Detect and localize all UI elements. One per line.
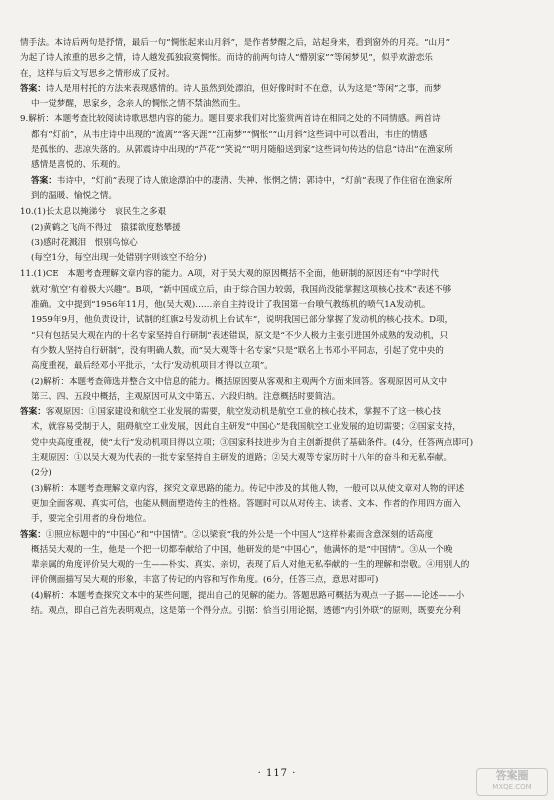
text-line: 9.解析：本题考查比较阅读诗歌思想内容的能力。题目要求我们对比鉴赏两首诗在相同之处的不同情感。两首诗 — [20, 114, 441, 125]
watermark-url: MXQE.COM — [492, 783, 532, 791]
text-line: 结。观点，即自己首先表明观点，这是第一个得分点。引据：恰当引用论据，透德“内引外联”的原则，既要充分利 — [31, 605, 461, 616]
text-line: 感情是喜悦的、乐观的。 — [31, 160, 126, 171]
text-line: 就对‘航空’有着极大兴趣”。B项，“新中国成立后，由于综合国力较弱，我国尚没能掌握这项核心技术”表述不够 — [31, 284, 452, 295]
text-line: (每空1分，每空出现一处错别字则该空不给分) — [31, 253, 207, 264]
text-line: (2)解析：本题考查筛选并整合文中信息的能力。概括原因要从客观和主观两个方面来回答。客观原因可从文中 — [31, 376, 448, 387]
text-line — [20, 405, 534, 420]
text-line — [20, 174, 534, 189]
answer-label: 答案： — [31, 175, 57, 186]
watermark-title: 答案圈 — [495, 769, 529, 782]
text-line: 11.(1)CE 本题考查理解文章内容的能力。A项，对于吴大观的原因概括不全面，他研制的原因还有“中学时代 — [20, 269, 439, 280]
text-line: 10.(1)长太息以掩涕兮 哀民生之多艰 — [20, 207, 167, 218]
text-line: 为起了诗人浓重的思乡之情，诗人越发孤独寂寞惆怅。而诗的前两句诗人“懵别家”“等闲梦见”，似乎欢游恋乐 — [20, 53, 433, 64]
text-line: “只有包括吴大观在内的十名专家坚持自行研制”表述错误，原文是“不少人极力主张引进国外成熟的发动机，只 — [31, 330, 449, 341]
text-line: 情手法。本诗后两句是抒情，最后一句“惆怅起来山月斜”，是作者梦醒之后，站起身来，看到窗外的月亮。“山月” — [20, 38, 451, 48]
text-line — [20, 82, 534, 97]
answer-text: 诗人是用村托的方法来表现感情的。诗人虽然到处漂泊，但好像时时不在意，认为这是“等闲”之事，而梦 — [45, 83, 442, 94]
answer-label: 答案： — [20, 529, 46, 540]
text-line: 党中央高度重视，使“太行”发动机项目得以立项；③国家科技进步为自主创新提供了基础条件。(4分，任答两点即可) — [31, 437, 474, 448]
answer-text: ①照应标题中的“中国心”和“中国情”。②以梁衮“我的外公是一个中国人”这样朴素而含意深刻的话高度 — [45, 529, 434, 540]
text-line: (3)解析：本题考查理解文章内容，探究文章思路的能力。传记中涉及的其他人物，一般可以从使文章对人物的评述 — [31, 483, 465, 494]
text-line: 更加全面客观、真实可信，也能从侧面塑造传主的性格。答题时可以从对传主、读者、文本、作者的作用四方面入 — [31, 498, 461, 509]
text-line: 在，这样与后文写思乡之情形成了反衬。 — [20, 68, 175, 79]
text-line: 手，要完全引用者的身份地位。 — [31, 514, 152, 525]
watermark-logo — [476, 768, 548, 796]
text-line: 都有“灯前”，从韦庄诗中出现的“流离”“客天涯”“江南梦”“惆怅”“山月斜”这些词中可以看出，韦庄的情感 — [31, 129, 428, 140]
answer-text: 客观原因：①国家建设和航空工业发展的需要，航空发动机是航空工业的核心技术，掌握不了这一核心技 — [45, 407, 442, 418]
text-line: 第三、四、五段中概括，主观原因可从文中第五、六段归纳。注意概括时要简洁。 — [31, 391, 341, 402]
text-line: 概括吴大观的一生，他是一个把一切都奉献给了中国，他研发的是“中国心”，他满怀的是“中国情”。③从一个晚 — [31, 544, 453, 555]
answer-label: 答案： — [20, 83, 46, 94]
document-body — [20, 36, 534, 619]
text-line: 辈亲属的角度评价吴大观的一生——朴实、真实、亲切，表现了后人对他无私奉献的一生的理解和崇敬。④用别人的 — [31, 560, 470, 571]
text-line: 有少数人坚持自行研制”，没有明确人数，而“吴大观等十名专家”只是“联名上书邓小平同志，引起了党中央的 — [31, 345, 444, 356]
text-line — [20, 528, 534, 543]
text-line: 准确。文中提到“1956年11月，他(吴大观)……亲自主持设计了我国第一台喷气教练机的喷气1A发动机。 — [31, 300, 431, 311]
text-line: 中一觉梦醒，思家乡，念亲人的惆怅之情不禁油然而生。 — [31, 99, 246, 110]
text-line: (4)解析：本题考查探究文本中的某些问题，提出自己的见解的能力。答题思路可概括为观点一子据——论述——小 — [31, 590, 465, 601]
text-line: 术，就容易受制于人，阻碍航空工业发展，因此自主研发“中国心”是我国航空工业发展的迫切需要；②国家支持， — [31, 422, 461, 433]
text-line: 主观原因：①以吴大观为代表的一批专家坚持自主研发的道路；②吴大观等专家历时十八年的奋斗和无私奉献。 — [31, 453, 453, 464]
answer-text: 韦诗中，“灯前”表现了诗人旅途漂泊中的凄清、失神、怅惘之情；郭诗中，“灯前”表现了作住宿在渔家所 — [56, 175, 453, 186]
text-line: (2分) — [31, 468, 52, 479]
page-number: · 117 · — [257, 768, 297, 779]
text-line: 到的温暖、愉悦之情。 — [31, 190, 117, 201]
text-line: 1959年9月，他负责设计，试制的红旗2号发动机上台试车”，说明我国已部分掌握了发动机的核心技术。D项， — [31, 315, 454, 326]
text-line: (2)黄鹤之飞尚不得过 猿猱欲度愁攀援 — [31, 222, 181, 233]
answer-label: 答案： — [20, 407, 46, 418]
text-line: 是孤怅的、悲凉失落的。从郭震诗中出现的“芦花”“笑说”“明月随船送到家”这些词句传达的信息“诗出”在渔家所 — [31, 145, 453, 156]
text-line: 高度重视，最后经邓小平批示，‘太行’发动机项目才得以立项”。 — [31, 361, 273, 372]
text-line: (3)感时花溅泪 恨别鸟惊心 — [31, 237, 138, 248]
text-line: 评价侧面描写吴大观的形象，丰富了传记的内容和写作角度。(6分，任答三点，意思对即可) — [31, 575, 379, 586]
